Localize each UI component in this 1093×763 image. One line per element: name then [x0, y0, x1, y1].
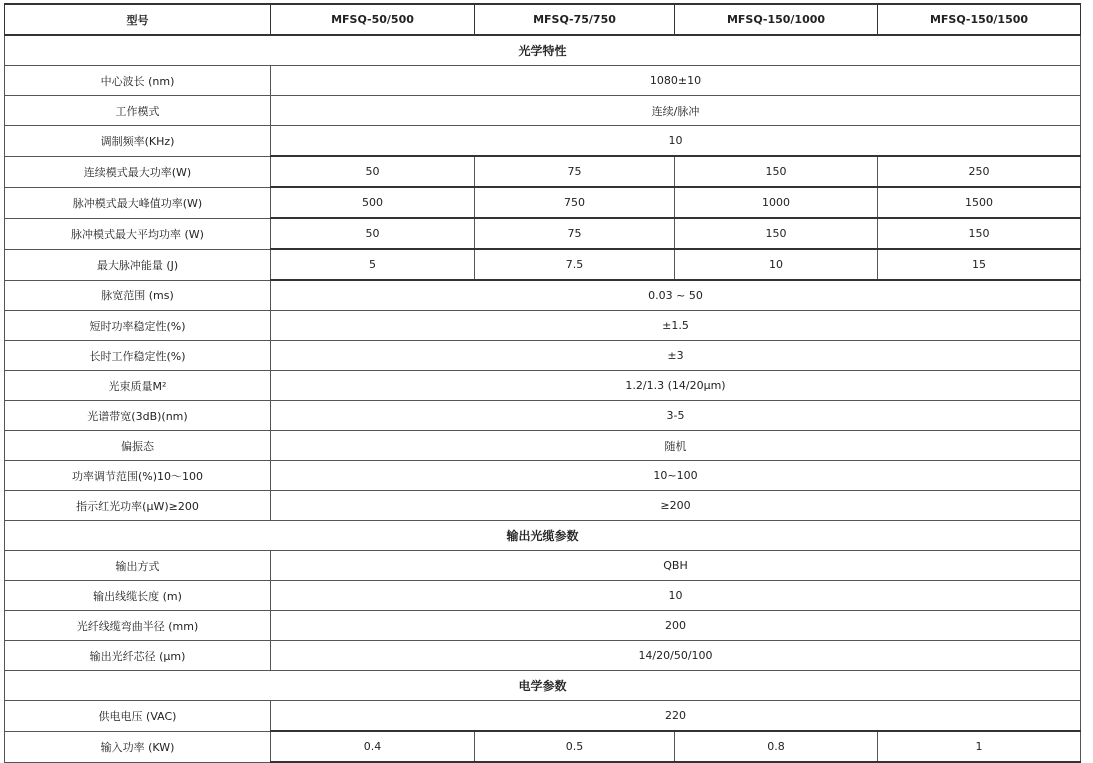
section-title-cable: 输出光缆参数 [5, 521, 1081, 551]
spec-table [4, 3, 1081, 763]
row-label-pulse-peak-power: 脉冲模式最大峰值功率(W) [5, 187, 271, 218]
model-header-1: MFSQ-50/500 [271, 4, 475, 35]
table-row [5, 249, 1081, 280]
cell-max-pulse-energy-1: 5 [271, 249, 475, 280]
cell-max-pulse-energy-4: 15 [878, 249, 1081, 280]
row-value-power-adjust: 10~100 [271, 461, 1081, 491]
table-row [5, 341, 1081, 371]
table-row [5, 731, 1081, 762]
row-label-power-adjust: 功率调节范围(%)10～100 [5, 461, 271, 491]
row-label-polarization: 偏振态 [5, 431, 271, 461]
table-row [5, 701, 1081, 732]
cell-cw-max-power-2: 75 [475, 156, 675, 187]
row-value-output-type: QBH [271, 551, 1081, 581]
table-row [5, 431, 1081, 461]
model-header-4: MFSQ-150/1500 [878, 4, 1081, 35]
row-label-short-stability: 短时功率稳定性(%) [5, 311, 271, 341]
table-row [5, 66, 1081, 96]
row-value-supply-voltage: 220 [271, 701, 1081, 732]
row-value-pulse-width: 0.03 ~ 50 [271, 280, 1081, 311]
cell-pulse-peak-power-2: 750 [475, 187, 675, 218]
row-value-mod-freq: 10 [271, 126, 1081, 157]
row-label-red-light: 指示红光功率(μW)≥200 [5, 491, 271, 521]
model-header-label: 型号 [5, 4, 271, 35]
cell-input-power-1: 0.4 [271, 731, 475, 762]
cell-cw-max-power-1: 50 [271, 156, 475, 187]
section-title-electrical: 电学参数 [5, 671, 1081, 701]
row-label-center-wavelength: 中心波长 (nm) [5, 66, 271, 96]
cell-input-power-3: 0.8 [675, 731, 878, 762]
cell-cw-max-power-3: 150 [675, 156, 878, 187]
table-row [5, 187, 1081, 218]
cell-input-power-2: 0.5 [475, 731, 675, 762]
section-row-cable [5, 521, 1081, 551]
row-label-input-power: 输入功率 (KW) [5, 731, 271, 762]
row-label-beam-quality: 光束质量M² [5, 371, 271, 401]
row-label-work-mode: 工作模式 [5, 96, 271, 126]
row-label-long-stability: 长时工作稳定性(%) [5, 341, 271, 371]
row-value-core-diameter: 14/20/50/100 [271, 641, 1081, 671]
row-label-cw-max-power: 连续模式最大功率(W) [5, 156, 271, 187]
cell-pulse-avg-power-1: 50 [271, 218, 475, 249]
row-value-bend-radius: 200 [271, 611, 1081, 641]
row-value-polarization: 随机 [271, 431, 1081, 461]
table-row [5, 371, 1081, 401]
table-row [5, 641, 1081, 671]
row-label-spectral-bw: 光谱带宽(3dB)(nm) [5, 401, 271, 431]
row-value-center-wavelength: 1080±10 [271, 66, 1081, 96]
table-header-row [5, 4, 1081, 35]
row-value-work-mode: 连续/脉冲 [271, 96, 1081, 126]
row-label-pulse-width: 脉宽范围 (ms) [5, 280, 271, 311]
table-row [5, 461, 1081, 491]
spec-table-container [4, 3, 1081, 763]
cell-pulse-avg-power-3: 150 [675, 218, 878, 249]
row-label-mod-freq: 调制频率(KHz) [5, 126, 271, 157]
table-row [5, 126, 1081, 157]
cell-cw-max-power-4: 250 [878, 156, 1081, 187]
cell-pulse-avg-power-2: 75 [475, 218, 675, 249]
cell-pulse-avg-power-4: 150 [878, 218, 1081, 249]
row-label-supply-voltage: 供电电压 (VAC) [5, 701, 271, 732]
row-value-short-stability: ±1.5 [271, 311, 1081, 341]
row-label-bend-radius: 光纤线缆弯曲半径 (mm) [5, 611, 271, 641]
table-row [5, 280, 1081, 311]
row-label-max-pulse-energy: 最大脉冲能量 (J) [5, 249, 271, 280]
table-row [5, 218, 1081, 249]
row-label-pulse-avg-power: 脉冲模式最大平均功率 (W) [5, 218, 271, 249]
table-row [5, 156, 1081, 187]
section-row-optical [5, 35, 1081, 66]
section-title-optical: 光学特性 [5, 35, 1081, 66]
row-label-core-diameter: 输出光纤芯径 (μm) [5, 641, 271, 671]
cell-input-power-4: 1 [878, 731, 1081, 762]
row-value-cable-length: 10 [271, 581, 1081, 611]
row-value-spectral-bw: 3-5 [271, 401, 1081, 431]
row-label-cable-length: 输出线缆长度 (m) [5, 581, 271, 611]
table-row [5, 611, 1081, 641]
row-value-long-stability: ±3 [271, 341, 1081, 371]
cell-pulse-peak-power-1: 500 [271, 187, 475, 218]
cell-pulse-peak-power-4: 1500 [878, 187, 1081, 218]
row-value-beam-quality: 1.2/1.3 (14/20μm) [271, 371, 1081, 401]
table-row [5, 401, 1081, 431]
table-row [5, 96, 1081, 126]
row-value-red-light: ≥200 [271, 491, 1081, 521]
model-header-3: MFSQ-150/1000 [675, 4, 878, 35]
cell-max-pulse-energy-2: 7.5 [475, 249, 675, 280]
cell-pulse-peak-power-3: 1000 [675, 187, 878, 218]
section-row-electrical [5, 671, 1081, 701]
row-label-output-type: 输出方式 [5, 551, 271, 581]
model-header-2: MFSQ-75/750 [475, 4, 675, 35]
table-row [5, 491, 1081, 521]
table-row [5, 581, 1081, 611]
table-row [5, 311, 1081, 341]
table-row [5, 551, 1081, 581]
cell-max-pulse-energy-3: 10 [675, 249, 878, 280]
